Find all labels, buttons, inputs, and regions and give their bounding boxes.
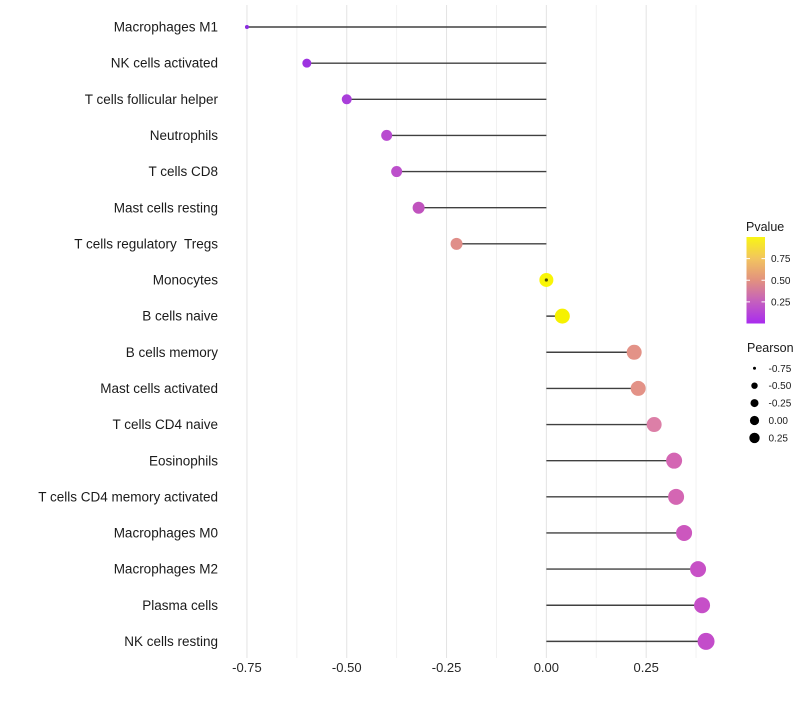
pearson-legend-label: -0.75 (768, 363, 792, 375)
lollipop-dot (413, 202, 425, 214)
x-axis-tick-label: -0.25 (431, 660, 462, 675)
y-axis-label: Monocytes (152, 272, 218, 288)
pearson-legend (747, 341, 794, 444)
y-axis-label: T cells CD4 memory activated (38, 489, 218, 505)
pearson-legend-label: -0.50 (768, 381, 792, 393)
pvalue-tick-label: 0.50 (771, 275, 791, 287)
lollipop-dot (647, 417, 662, 432)
y-axis-labels (38, 20, 218, 649)
y-axis-label: Macrophages M0 (113, 525, 218, 541)
pearson-legend-title: Pearson (747, 341, 794, 355)
lollipop-dot (342, 94, 352, 104)
pearson-legend-label: 0.00 (768, 416, 788, 427)
y-axis-label: T cells CD4 naive (112, 417, 218, 433)
lollipop-dot (698, 633, 715, 650)
y-axis-label: T cells follicular helper (84, 91, 218, 107)
lollipop-dot (391, 166, 402, 177)
segments (247, 27, 706, 641)
y-axis-label: Mast cells resting (113, 200, 218, 216)
y-axis-label: NK cells resting (124, 633, 218, 649)
x-axis-tick-label: 0.00 (533, 660, 560, 675)
y-axis-label: Neutrophils (149, 128, 218, 144)
y-axis-label: Plasma cells (142, 597, 218, 613)
x-axis-tick-label: 0.25 (633, 660, 659, 675)
gridlines (247, 5, 696, 658)
y-axis-label: NK cells activated (110, 55, 218, 71)
x-axis-tick-label: -0.75 (232, 660, 262, 675)
lollipop-dot (666, 453, 682, 469)
lollipop-dot (668, 489, 684, 505)
pearson-legend-label: 0.25 (768, 433, 788, 445)
lollipop-dot (302, 59, 311, 68)
y-axis-label: T cells CD8 (148, 164, 218, 180)
y-axis-label: Macrophages M1 (113, 19, 218, 35)
y-axis-label: T cells regulatory Tregs (74, 236, 218, 252)
pearson-legend-dot (751, 383, 757, 389)
lollipop-dot (694, 597, 710, 613)
pvalue-tick-label: 0.25 (771, 297, 791, 309)
lollipop-dot (555, 309, 570, 324)
pvalue-legend (746, 220, 791, 324)
x-axis-tick-label: -0.50 (331, 660, 362, 675)
lollipop-dot (451, 238, 463, 250)
pvalue-legend-title: Pvalue (746, 220, 785, 234)
pearson-legend-dot (753, 367, 756, 370)
x-axis-labels (232, 660, 659, 675)
lollipop-dot (690, 561, 706, 577)
dots (245, 25, 715, 650)
lollipop-dot (631, 381, 646, 396)
lollipop-dot (381, 130, 392, 141)
pearson-legend-dot (751, 399, 759, 407)
y-axis-label: Macrophages M2 (113, 561, 218, 577)
lollipop-dot (676, 525, 692, 541)
pearson-legend-dot (749, 433, 759, 443)
y-axis-label: B cells memory (125, 344, 218, 360)
lollipop-dot-center (545, 278, 548, 281)
pvalue-tick-label: 0.75 (771, 254, 791, 266)
lollipop-dot (245, 25, 249, 29)
y-axis-label: Eosinophils (148, 453, 218, 469)
lollipop-dot (627, 345, 642, 360)
y-axis-label: B cells naive (142, 308, 218, 324)
pearson-legend-items (749, 364, 791, 445)
y-axis-label: Mast cells activated (100, 381, 218, 396)
pearson-legend-dot (750, 416, 759, 425)
pearson-legend-label: -0.25 (768, 398, 792, 410)
